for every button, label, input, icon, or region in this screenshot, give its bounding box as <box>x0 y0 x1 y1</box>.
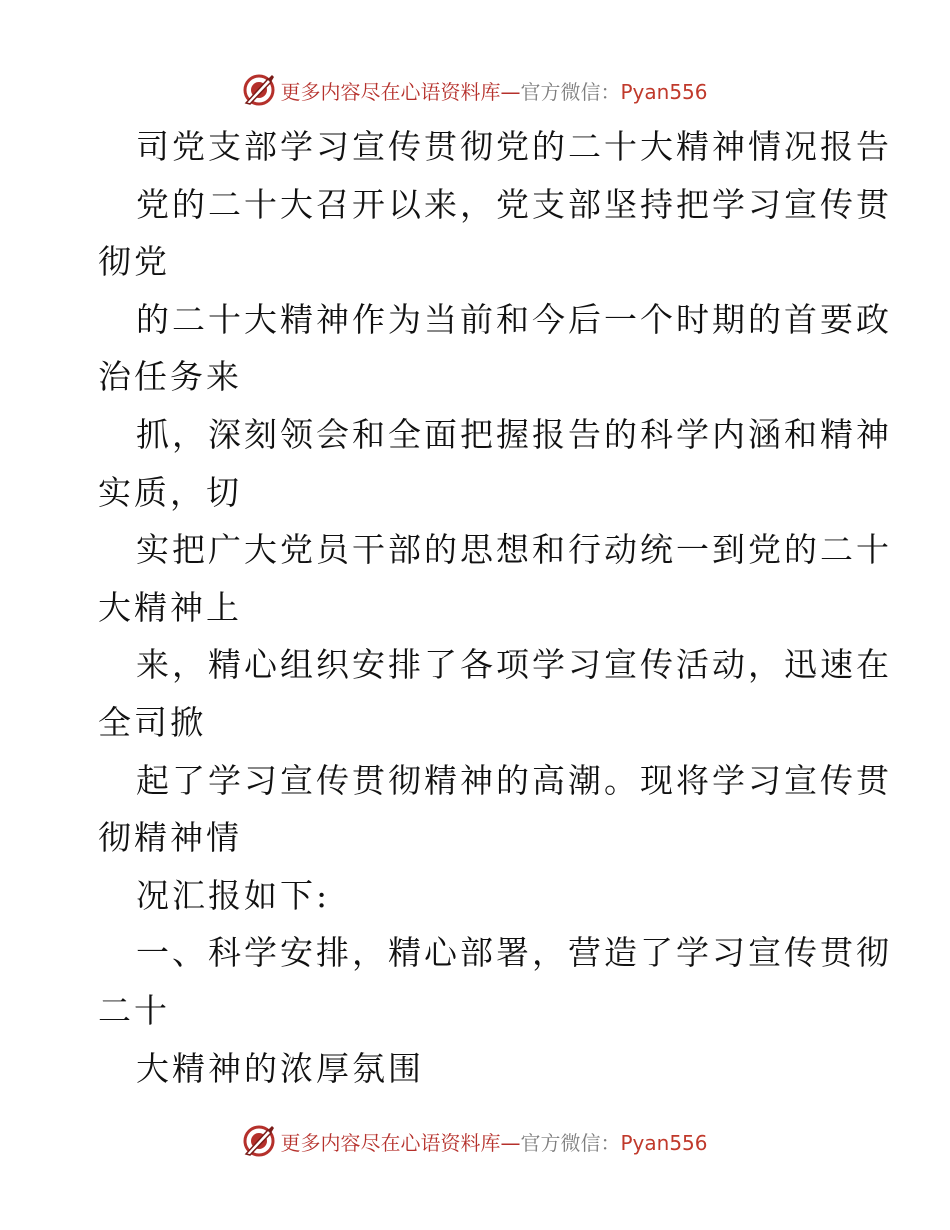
paragraph-line: 起了学习宣传贯彻精神的高潮。现将学习宣传贯 <box>136 760 892 800</box>
paragraph-line: 实质，切 <box>98 472 242 512</box>
banner-wechat-label: 官方微信： <box>520 79 621 104</box>
banner-wechat-id: Pyan556 <box>620 1130 708 1155</box>
document-body <box>98 118 892 1097</box>
paragraph-line: 抓，深刻领会和全面把握报告的科学内涵和精神 <box>136 414 892 454</box>
banner-wechat-label: 官方微信： <box>520 1130 621 1155</box>
banner-text <box>280 76 707 105</box>
paragraph-line: 彻党 <box>98 242 170 282</box>
paragraph-line: 治任务来 <box>98 357 242 397</box>
banner-text <box>280 1127 707 1156</box>
section-heading-line: 大精神的浓厚氛围 <box>136 1048 424 1088</box>
paragraph-line: 的二十大精神作为当前和今后一个时期的首要政 <box>136 299 892 339</box>
paragraph-line: 彻精神情 <box>98 818 242 858</box>
pen-circle-logo-icon <box>242 1124 276 1158</box>
banner-dash: — <box>500 1130 521 1155</box>
footer-banner <box>0 1121 950 1161</box>
pen-circle-logo-icon <box>242 73 276 107</box>
section-heading-line: 二十 <box>98 990 170 1030</box>
section-heading-line: 一、科学安排，精心部署，营造了学习宣传贯彻 <box>136 933 892 973</box>
document-title-line: 司党支部学习宣传贯彻党的二十大精神情况报告 <box>136 127 892 166</box>
banner-site-name: 更多内容尽在心语资料库 <box>280 79 501 104</box>
paragraph-line: 党的二十大召开以来，党支部坚持把学习宣传贯 <box>136 184 892 224</box>
paragraph-line: 实把广大党员干部的思想和行动统一到党的二十 <box>136 530 892 570</box>
banner-wechat-id: Pyan556 <box>620 79 708 104</box>
banner-site-name: 更多内容尽在心语资料库 <box>280 1130 501 1155</box>
banner-dash: — <box>500 79 521 104</box>
paragraph-line: 况汇报如下: <box>136 875 331 915</box>
paragraph-line: 大精神上 <box>98 587 242 627</box>
paragraph-line: 全司掀 <box>98 702 206 742</box>
paragraph-line: 来，精心组织安排了各项学习宣传活动，迅速在 <box>136 645 892 685</box>
header-banner <box>0 70 950 110</box>
